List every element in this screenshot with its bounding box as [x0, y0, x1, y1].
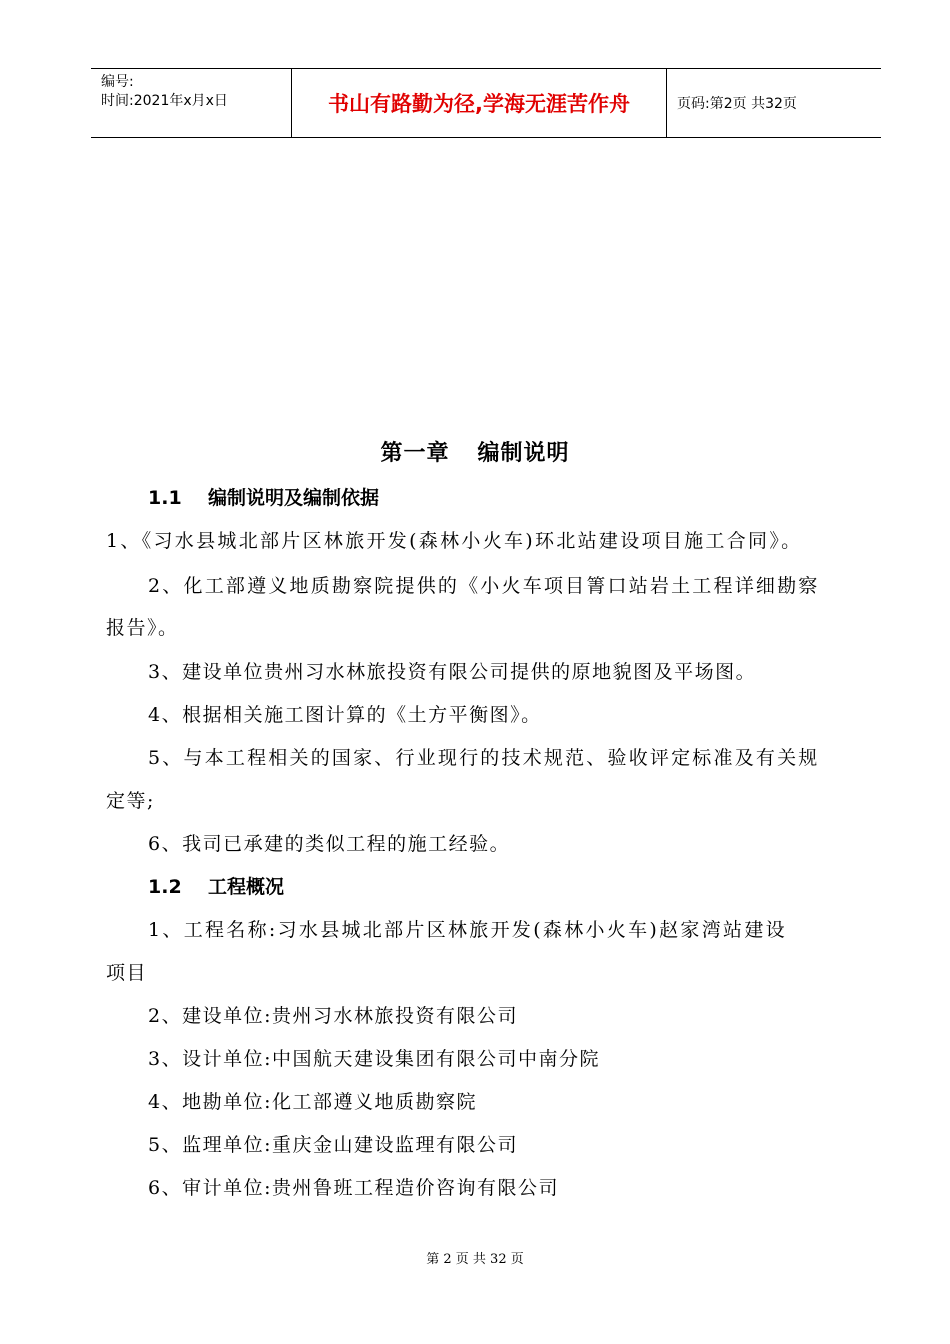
chapter-name: 编制说明 [477, 441, 570, 466]
paragraph: 1、《习水县城北部片区林旅开发(森林小火车)环北站建设项目施工合同》。 [106, 530, 803, 552]
header-number-label: 编号: [101, 74, 134, 90]
section-number: 1.1 [148, 487, 182, 509]
paragraph: 6、审计单位:贵州鲁班工程造价咨询有限公司 [148, 1177, 559, 1199]
chapter-title [0, 436, 950, 467]
paragraph: 定等; [106, 790, 155, 812]
section-heading-1-2 [148, 872, 284, 899]
paragraph: 2、化工部遵义地质勘察院提供的《小火车项目箐口站岩土工程详细勘察 [148, 575, 820, 597]
paragraph: 3、设计单位:中国航天建设集团有限公司中南分院 [148, 1048, 600, 1070]
section-title: 工程概况 [208, 876, 285, 898]
section-number: 1.2 [148, 876, 182, 898]
page-header [91, 68, 881, 138]
paragraph: 4、地勘单位:化工部遵义地质勘察院 [148, 1091, 477, 1113]
paragraph: 5、与本工程相关的国家、行业现行的技术规范、验收评定标准及有关规 [148, 747, 820, 769]
header-motto: 书山有路勤为径,学海无涯苦作舟 [291, 69, 667, 137]
chapter-number: 第一章 [380, 441, 450, 466]
paragraph: 4、根据相关施工图计算的《土方平衡图》。 [148, 704, 542, 726]
paragraph: 6、我司已承建的类似工程的施工经验。 [148, 833, 511, 855]
section-heading-1-1 [148, 483, 379, 510]
header-page-label: 页码:第2页 共32页 [677, 96, 797, 112]
paragraph: 项目 [106, 962, 148, 984]
paragraph: 2、建设单位:贵州习水林旅投资有限公司 [148, 1005, 518, 1027]
paragraph: 3、建设单位贵州习水林旅投资有限公司提供的原地貌图及平场图。 [148, 661, 757, 683]
page-footer: 第 2 页 共 32 页 [426, 1252, 524, 1267]
paragraph: 5、监理单位:重庆金山建设监理有限公司 [148, 1134, 518, 1156]
header-time-label: 时间:2021年x月x日 [101, 93, 228, 109]
header-left-cell [91, 69, 291, 137]
paragraph: 1、工程名称:习水县城北部片区林旅开发(森林小火车)赵家湾站建设 [148, 919, 787, 941]
paragraph: 报告》。 [106, 617, 179, 639]
section-title: 编制说明及编制依据 [208, 487, 380, 509]
